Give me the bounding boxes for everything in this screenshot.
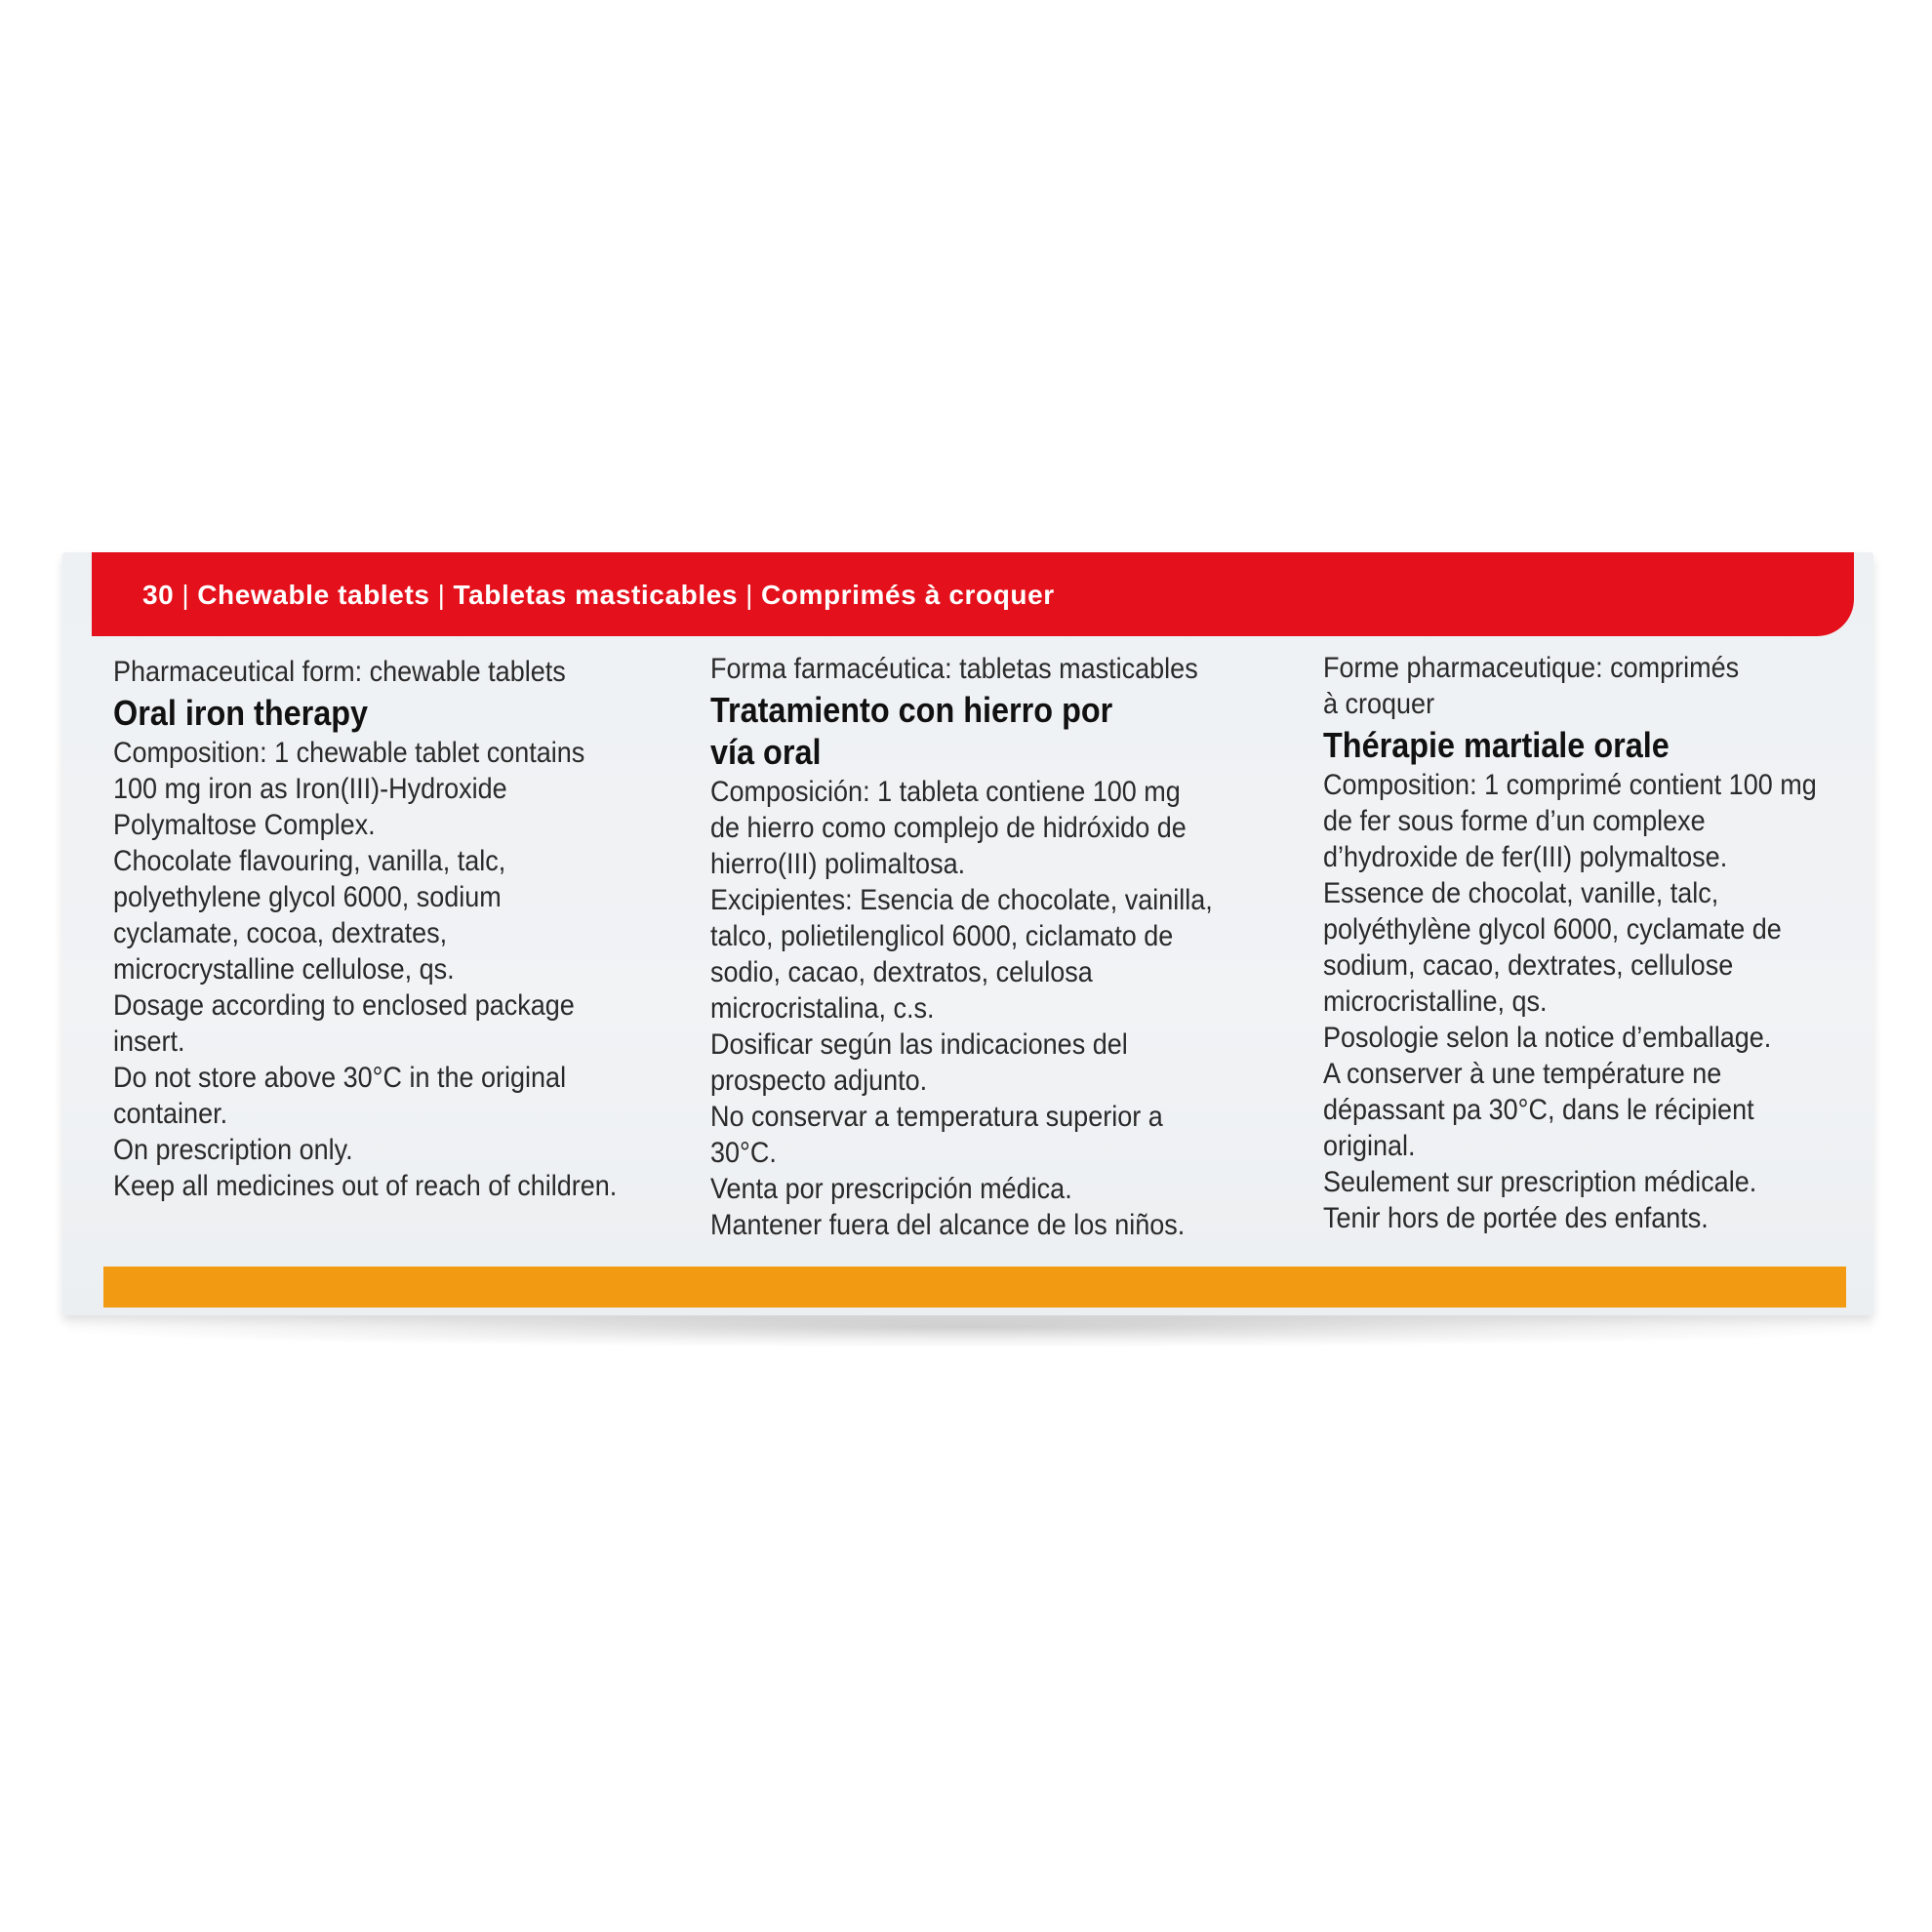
pharmaceutical-form: Pharmaceutical form: chewable tablets [113, 656, 566, 688]
text-line: sodium, cacao, dextrates, cellulose [1323, 949, 1734, 982]
text-line: Chocolate flavouring, vanilla, talc, [113, 845, 506, 877]
text-line: Polymaltose Complex. [113, 809, 376, 841]
spanish-column [710, 651, 1237, 1243]
text-line: Excipientes: Esencia de chocolate, vainilla, [710, 884, 1213, 916]
text-line: container. [113, 1098, 228, 1130]
text-line: Dosage according to enclosed package [113, 989, 575, 1022]
text-line: Do not store above 30°C in the original [113, 1062, 567, 1094]
form-line: à croquer [1323, 688, 1435, 720]
pharmaceutical-form: Forma farmacéutica: tabletas masticables [710, 653, 1198, 685]
separator: | [437, 580, 446, 610]
text-line: Dosificar según las indicaciones del [710, 1028, 1128, 1061]
text-line: talco, polietilenglicol 6000, ciclamato de [710, 920, 1174, 952]
text-line: insert. [113, 1026, 185, 1058]
product-heading [710, 689, 1237, 773]
text-line: Keep all medicines out of reach of children. [113, 1170, 618, 1202]
text-line: Posologie selon la notice d’emballage. [1323, 1022, 1772, 1054]
text-line: Mantener fuera del alcance de los niños. [710, 1209, 1186, 1241]
french-column [1323, 650, 1850, 1236]
text-line: On prescription only. [113, 1134, 353, 1166]
separator: | [181, 580, 190, 610]
text-line: Tenir hors de portée des enfants. [1323, 1202, 1709, 1234]
red-header-band [92, 552, 1854, 636]
header-french: Comprimés à croquer [760, 580, 1055, 610]
text-line: d’hydroxide de fer(III) polymaltose. [1323, 841, 1728, 873]
product-heading: Oral iron therapy [113, 693, 369, 733]
text-line: polyethylene glycol 6000, sodium [113, 881, 502, 913]
text-line: sodio, cacao, dextratos, celulosa [710, 956, 1093, 988]
header-english: Chewable tablets [197, 580, 430, 610]
text-line: Composition: 1 comprimé contient 100 mg [1323, 769, 1817, 801]
header-text [142, 580, 1055, 611]
product-heading: Thérapie martiale orale [1323, 725, 1670, 765]
text-line: A conserver à une température ne [1323, 1058, 1722, 1090]
text-line: microcrystalline cellulose, qs. [113, 953, 455, 986]
text-line: polyéthylène glycol 6000, cyclamate de [1323, 913, 1782, 946]
orange-footer-band [103, 1267, 1846, 1308]
text-line: 30°C. [710, 1137, 777, 1169]
text-line: Composition: 1 chewable tablet contains [113, 737, 585, 769]
text-line: Venta por prescripción médica. [710, 1173, 1072, 1205]
english-column [113, 654, 640, 1204]
text-line: Essence de chocolat, vanille, talc, [1323, 877, 1719, 909]
text-line: Seulement sur prescription médicale. [1323, 1166, 1757, 1198]
pharmaceutical-form [1323, 650, 1850, 722]
form-line: Forme pharmaceutique: comprimés [1323, 652, 1740, 684]
text-line: microcristalina, c.s. [710, 992, 935, 1025]
text-line: hierro(III) polimaltosa. [710, 848, 966, 880]
text-line: de fer sous forme d’un complexe [1323, 805, 1706, 837]
text-line: prospecto adjunto. [710, 1065, 928, 1097]
text-line: de hierro como complejo de hidróxido de [710, 812, 1187, 844]
text-line: Composición: 1 tableta contiene 100 mg [710, 776, 1181, 808]
text-line: cyclamate, cocoa, dextrates, [113, 917, 448, 949]
text-line: microcristalline, qs. [1323, 986, 1548, 1018]
medicine-package-side [62, 552, 1873, 1315]
header-spanish: Tabletas masticables [453, 580, 739, 610]
text-line: No conservar a temperatura superior a [710, 1101, 1163, 1133]
text-line: original. [1323, 1130, 1416, 1162]
tablet-count: 30 [142, 580, 175, 610]
text-line: dépassant pa 30°C, dans le récipient [1323, 1094, 1754, 1126]
text-line: 100 mg iron as Iron(III)-Hydroxide [113, 773, 507, 805]
heading-line: Tratamiento con hierro por [710, 690, 1113, 730]
separator: | [745, 580, 753, 610]
heading-line: vía oral [710, 732, 822, 772]
